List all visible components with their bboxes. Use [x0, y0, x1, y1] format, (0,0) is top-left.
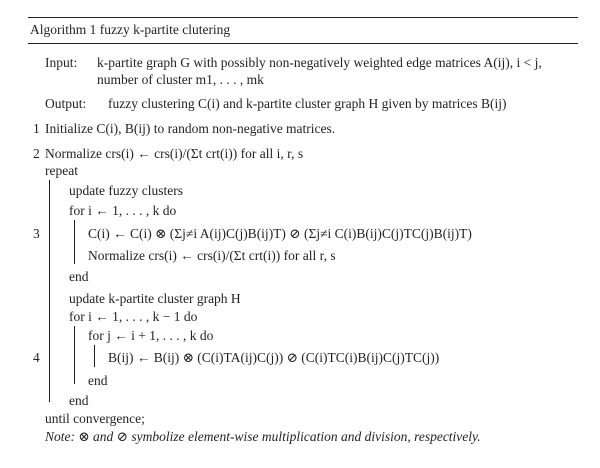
repeat-block-bar — [49, 180, 50, 402]
end-for-i: end — [69, 269, 89, 284]
algorithm-caption: Algorithm 1 fuzzy k-partite clutering — [30, 22, 231, 37]
until-convergence: until convergence; — [45, 411, 145, 426]
input-text-line1: k-partite graph G with possibly non-negatively weighted edge matrices A(ij), i < j, — [97, 55, 542, 70]
update-cluster-graph: update k-partite cluster graph H — [69, 291, 241, 306]
line-number-2: 2 — [33, 146, 40, 161]
line-number-4: 4 — [33, 350, 40, 365]
step-initialize: Initialize C(i), B(ij) to random non-negative matrices. — [45, 121, 336, 136]
update-b-formula: B(ij) ← B(ij) ⊗ (C(i)TA(ij)C(j)) ⊘ (C(i)TC(i)B(ij)C(j)TC(j)) — [108, 350, 440, 365]
output-label: Output: — [45, 96, 87, 111]
output-text: fuzzy clustering C(i) and k-partite cluster graph H given by matrices B(ij) — [108, 96, 507, 111]
footnote: Note: ⊗ and ⊘ symbolize element-wise multiplication and division, respectively. — [45, 429, 481, 444]
for-i-loop: for i ← 1, . . . , k do — [69, 203, 177, 218]
top-rule — [28, 17, 578, 18]
caption-rule — [28, 43, 578, 44]
update-fuzzy-clusters: update fuzzy clusters — [69, 183, 183, 198]
for-i-block-bar — [74, 220, 75, 264]
for-i2-block-bar — [74, 326, 75, 384]
step-normalize: Normalize crs(i) ← crs(i)/(Σt crt(i)) for all i, r, s — [45, 146, 304, 161]
line-number-1: 1 — [33, 121, 40, 136]
end-for-i2: end — [69, 393, 89, 408]
for-j-block-bar — [94, 345, 95, 367]
input-label: Input: — [45, 55, 78, 70]
end-for-j: end — [88, 373, 108, 388]
for-i-loop-2: for i ← 1, . . . , k − 1 do — [69, 309, 198, 324]
repeat-keyword: repeat — [45, 163, 78, 178]
normalize-inner: Normalize crs(i) ← crs(i)/(Σt crt(i)) for all r, s — [88, 248, 336, 263]
update-c-formula: C(i) ← C(i) ⊗ (Σj≠i A(ij)C(j)B(ij)T) ⊘ (Σj≠i C(i)B(ij)C(j)TC(j)B(ij)T) — [88, 226, 472, 241]
input-text-line2: number of cluster m1, . . . , mk — [97, 72, 264, 87]
line-number-3: 3 — [33, 226, 40, 241]
for-j-loop: for j ← i + 1, . . . , k do — [88, 328, 214, 343]
